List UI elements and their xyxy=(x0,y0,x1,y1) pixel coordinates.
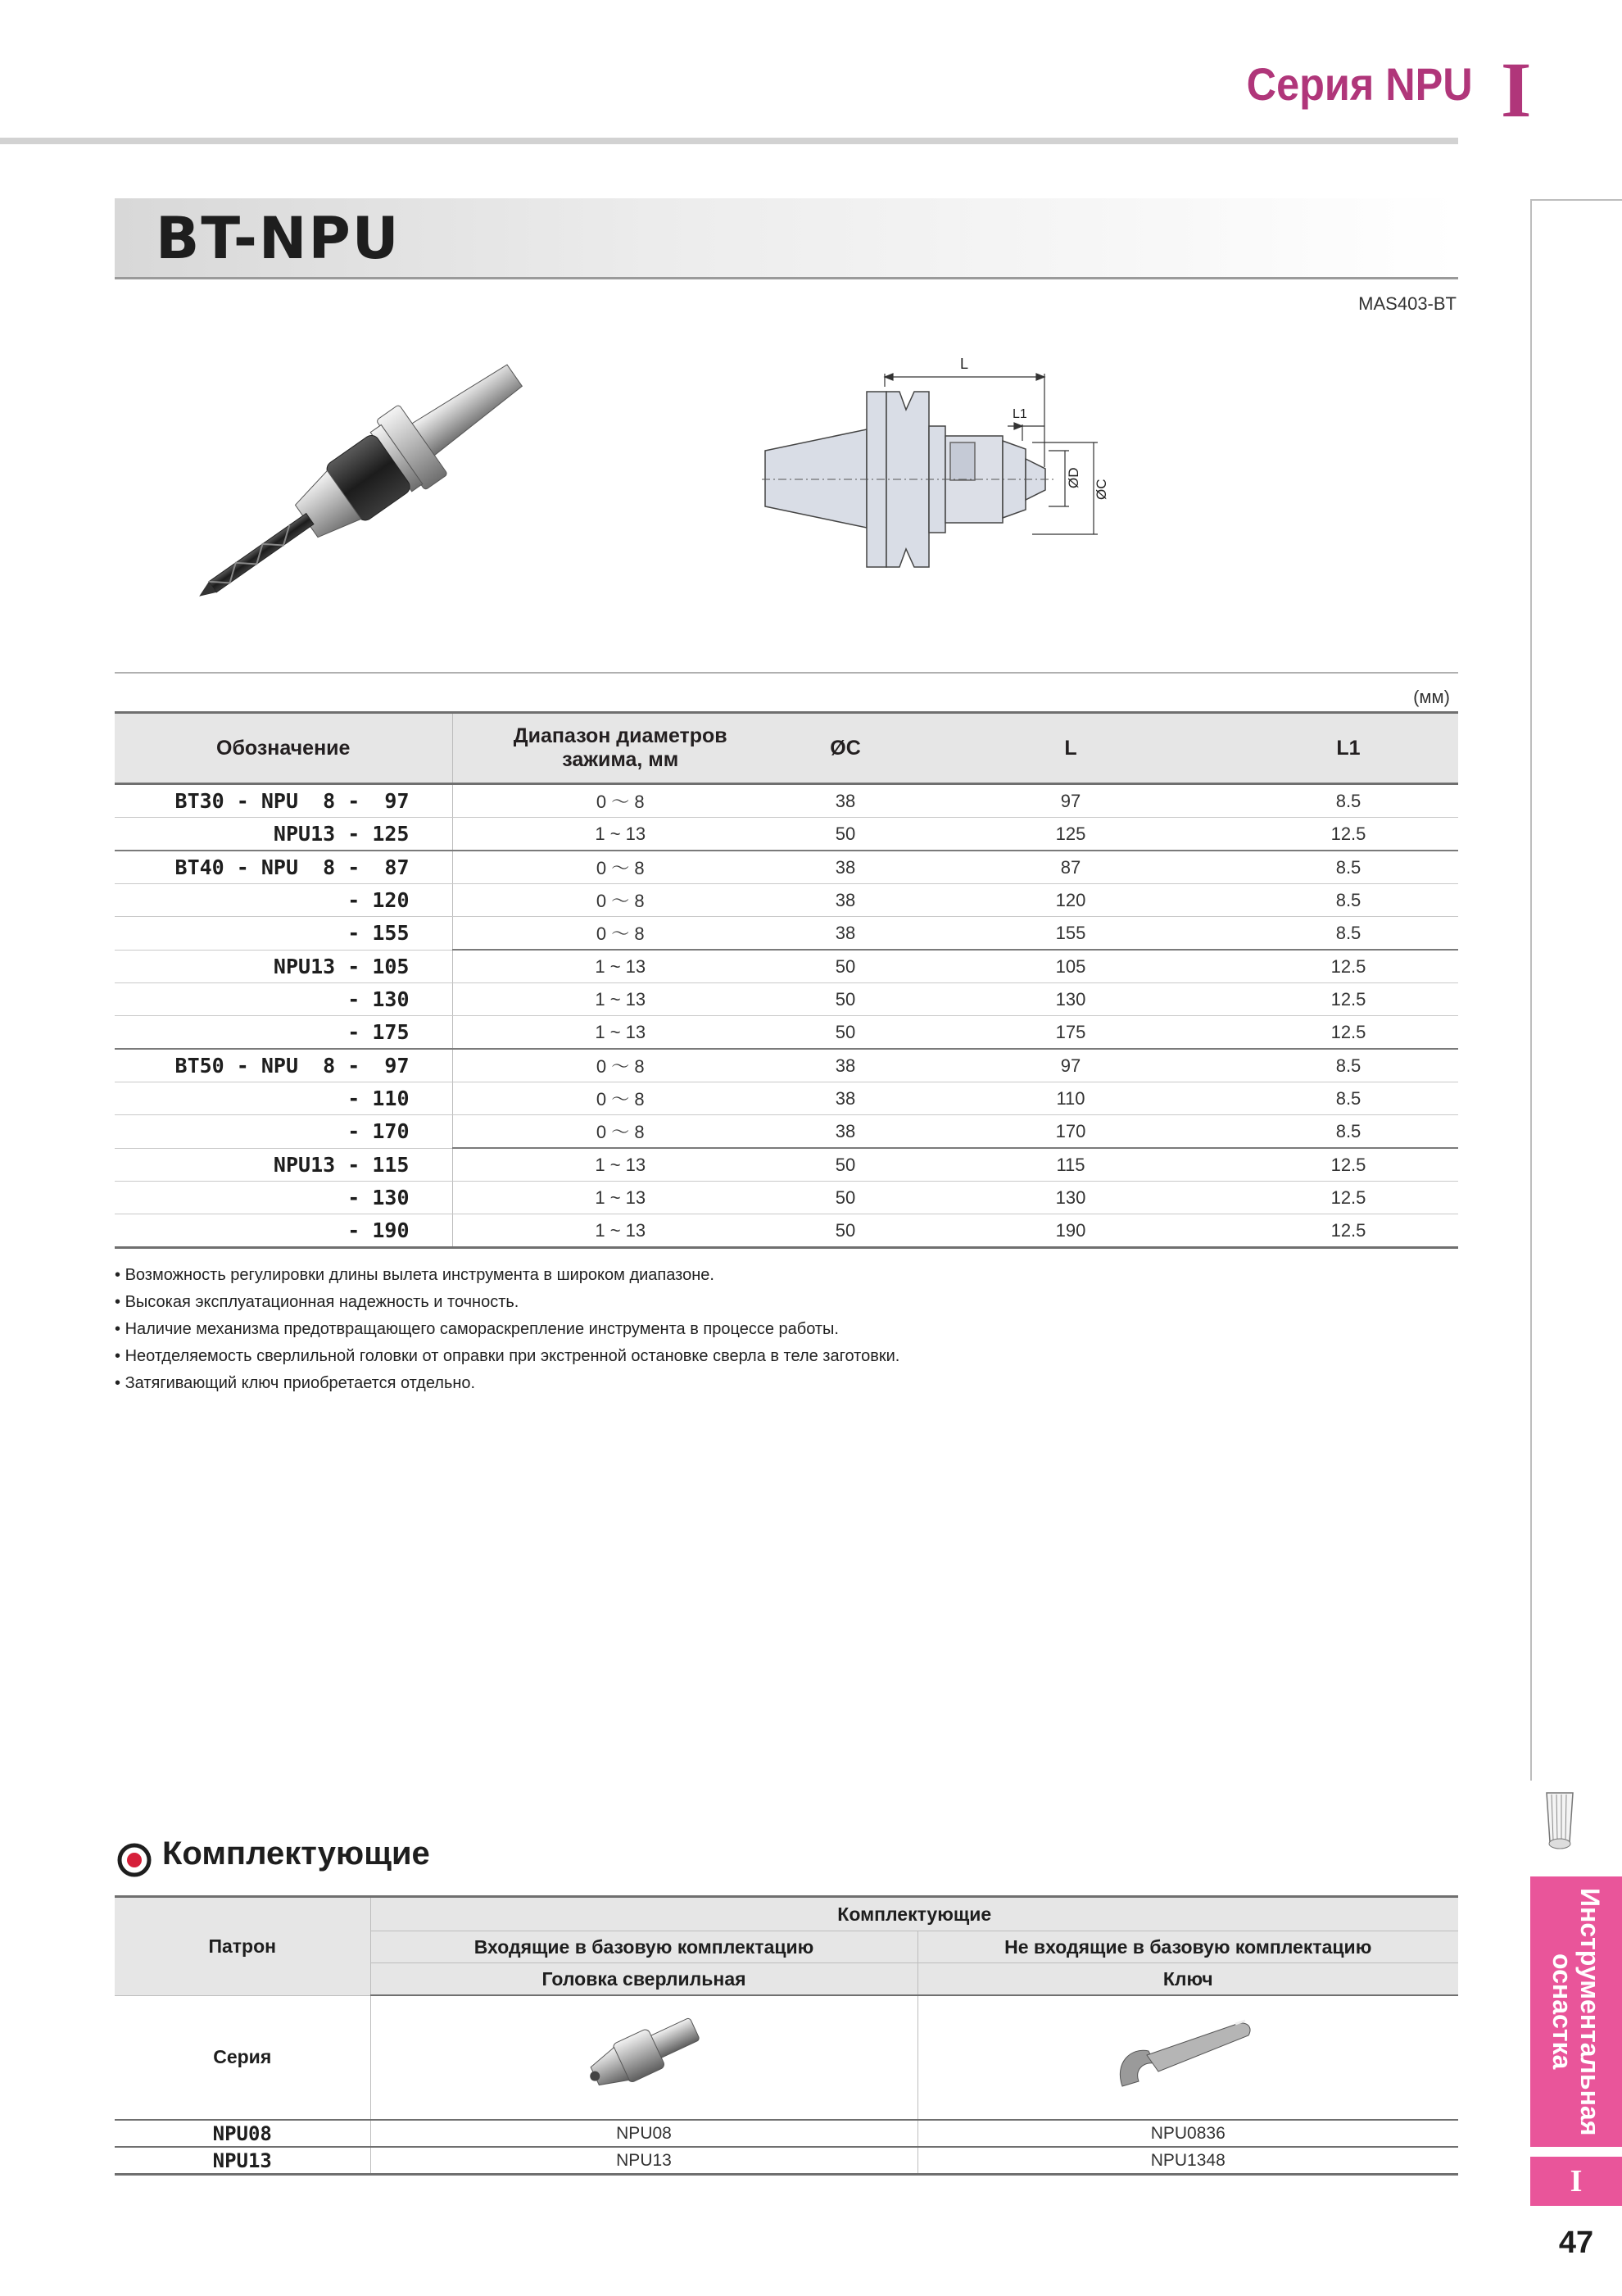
accessories-table xyxy=(115,1895,1458,2176)
note-item: • Возможность регулировки длины вылета инструмента в широком диапазоне. xyxy=(115,1262,899,1289)
l1-cell: 8.5 xyxy=(1239,917,1458,951)
range-cell: 1 ~ 13 xyxy=(452,1016,788,1050)
table-row xyxy=(115,851,1458,884)
l1-cell: 8.5 xyxy=(1239,1115,1458,1149)
drill-head-image xyxy=(370,1995,917,2120)
table-row xyxy=(115,1148,1458,1182)
c-cell: 38 xyxy=(788,1115,903,1149)
l1-cell: 12.5 xyxy=(1239,818,1458,851)
l-cell: 130 xyxy=(903,983,1239,1016)
l-cell: 105 xyxy=(903,950,1239,983)
feature-notes xyxy=(115,1262,899,1397)
range-cell: 0 ～ 8 xyxy=(452,1115,788,1149)
designation-cell: - 190 xyxy=(115,1214,452,1248)
included-header: Входящие в базовую комплектацию xyxy=(370,1931,917,1963)
range-cell: 1 ~ 13 xyxy=(452,1214,788,1248)
page-number: 47 xyxy=(1558,2226,1594,2260)
l-cell: 170 xyxy=(903,1115,1239,1149)
accessories-title: Комплектующие xyxy=(162,1835,430,1872)
not-included-header: Не входящие в базовую комплектацию xyxy=(917,1931,1458,1963)
range-cell: 0 ～ 8 xyxy=(452,784,788,818)
table-row xyxy=(115,884,1458,917)
header-divider xyxy=(0,138,1458,144)
side-tab-rule xyxy=(1530,199,1532,1781)
title-bar-underline xyxy=(115,277,1458,279)
side-tab-top-rule xyxy=(1530,199,1622,201)
range-cell: 1 ~ 13 xyxy=(452,983,788,1016)
table-row xyxy=(115,1115,1458,1149)
c-cell: 38 xyxy=(788,851,903,884)
c-cell: 50 xyxy=(788,818,903,851)
table-row xyxy=(115,1082,1458,1115)
l1-cell: 12.5 xyxy=(1239,1214,1458,1248)
l1-cell: 8.5 xyxy=(1239,1049,1458,1082)
range-cell: 0 ～ 8 xyxy=(452,851,788,884)
l1-cell: 8.5 xyxy=(1239,884,1458,917)
l1-cell: 12.5 xyxy=(1239,1182,1458,1214)
c-cell: 38 xyxy=(788,784,903,818)
l-cell: 120 xyxy=(903,884,1239,917)
product-photo xyxy=(160,332,586,615)
note-item: • Неотделяемость сверлильной головки от оправки при экстренной остановке сверла в теле заготовки. xyxy=(115,1343,899,1370)
l-cell: 87 xyxy=(903,851,1239,884)
table-row xyxy=(115,917,1458,951)
spec-table-header xyxy=(115,713,1458,784)
series-label: Серия xyxy=(115,1995,370,2120)
l-cell: 125 xyxy=(903,818,1239,851)
wrench-icon xyxy=(1098,2006,1278,2104)
not-included-item-header: Ключ xyxy=(917,1963,1458,1996)
l1-cell: 8.5 xyxy=(1239,784,1458,818)
note-item: • Высокая эксплуатационная надежность и точность. xyxy=(115,1289,899,1316)
range-cell: 0 ～ 8 xyxy=(452,917,788,951)
c-cell: 38 xyxy=(788,1082,903,1115)
unit-label: (мм) xyxy=(1413,687,1450,707)
c-cell: 38 xyxy=(788,917,903,951)
drill-head-code-cell: NPU08 xyxy=(370,2120,917,2147)
l1-cell: 12.5 xyxy=(1239,983,1458,1016)
accessories-group-header: Комплектующие xyxy=(370,1897,1458,1931)
section-roman-numeral: I xyxy=(1501,46,1532,134)
designation-cell: BT40 - NPU 8 - 87 xyxy=(115,851,452,884)
designation-cell: - 130 xyxy=(115,983,452,1016)
dim-label-l1: L1 xyxy=(1013,407,1027,421)
key-wrench-image xyxy=(917,1995,1458,2120)
l-cell: 155 xyxy=(903,917,1239,951)
dim-label-d: ØD xyxy=(1066,467,1081,488)
l-cell: 175 xyxy=(903,1016,1239,1050)
designation-cell: NPU13 - 125 xyxy=(115,818,452,851)
l-cell: 97 xyxy=(903,784,1239,818)
table-row xyxy=(115,2120,1458,2147)
dim-label-c: ØC xyxy=(1094,479,1109,500)
l-cell: 130 xyxy=(903,1182,1239,1214)
drill-head-icon xyxy=(574,2006,714,2104)
table-top-rule xyxy=(115,672,1458,674)
designation-cell: NPU13 - 115 xyxy=(115,1148,452,1182)
designation-cell: - 175 xyxy=(115,1016,452,1050)
l1-cell: 8.5 xyxy=(1239,851,1458,884)
drill-head-code-cell: NPU13 xyxy=(370,2147,917,2175)
header-c: ØC xyxy=(788,713,903,784)
l-cell: 190 xyxy=(903,1214,1239,1248)
spec-table xyxy=(115,711,1458,1249)
l-cell: 110 xyxy=(903,1082,1239,1115)
table-row xyxy=(115,1182,1458,1214)
header-range: Диапазон диаметров зажима, мм xyxy=(452,713,788,784)
l1-cell: 12.5 xyxy=(1239,950,1458,983)
c-cell: 50 xyxy=(788,1148,903,1182)
c-cell: 38 xyxy=(788,884,903,917)
table-row xyxy=(115,1016,1458,1050)
c-cell: 50 xyxy=(788,1214,903,1248)
designation-cell: - 130 xyxy=(115,1182,452,1214)
designation-cell: BT30 - NPU 8 - 97 xyxy=(115,784,452,818)
side-tab-roman: I xyxy=(1530,2157,1622,2206)
standard-label: MAS403-BT xyxy=(1358,293,1457,314)
designation-cell: - 110 xyxy=(115,1082,452,1115)
range-cell: 0 ～ 8 xyxy=(452,884,788,917)
key-code-cell: NPU0836 xyxy=(917,2120,1458,2147)
range-cell: 1 ~ 13 xyxy=(452,818,788,851)
c-cell: 50 xyxy=(788,983,903,1016)
l1-cell: 12.5 xyxy=(1239,1016,1458,1050)
table-row xyxy=(115,950,1458,983)
technical-drawing xyxy=(762,344,1270,615)
note-item: • Наличие механизма предотвращающего самораскрепление инструмента в процессе работы. xyxy=(115,1316,899,1343)
included-item-header: Головка сверлильная xyxy=(370,1963,917,1996)
table-row xyxy=(115,2147,1458,2175)
series-title: Серия NPU xyxy=(1246,58,1473,110)
header-designation: Обозначение xyxy=(115,713,452,784)
header-l1: L1 xyxy=(1239,713,1458,784)
designation-cell: - 155 xyxy=(115,917,452,951)
series-cell: NPU08 xyxy=(115,2120,370,2147)
table-row xyxy=(115,1214,1458,1248)
range-cell: 0 ～ 8 xyxy=(452,1049,788,1082)
dim-label-l: L xyxy=(960,356,969,372)
l1-cell: 12.5 xyxy=(1239,1148,1458,1182)
designation-cell: NPU13 - 105 xyxy=(115,950,452,983)
designation-cell: - 170 xyxy=(115,1115,452,1149)
table-row xyxy=(115,818,1458,851)
table-row xyxy=(115,1049,1458,1082)
table-row xyxy=(115,983,1458,1016)
product-title: BT-NPU xyxy=(156,205,401,272)
designation-cell: - 120 xyxy=(115,884,452,917)
c-cell: 50 xyxy=(788,1182,903,1214)
range-cell: 1 ~ 13 xyxy=(452,1182,788,1214)
header-l: L xyxy=(903,713,1239,784)
key-code-cell: NPU1348 xyxy=(917,2147,1458,2175)
note-item: • Затягивающий ключ приобретается отдельно. xyxy=(115,1370,899,1397)
l-cell: 97 xyxy=(903,1049,1239,1082)
designation-cell: BT50 - NPU 8 - 97 xyxy=(115,1049,452,1082)
series-cell: NPU13 xyxy=(115,2147,370,2175)
c-cell: 50 xyxy=(788,1016,903,1050)
target-bullet-icon xyxy=(117,1843,152,1877)
holder-header: Патрон xyxy=(115,1897,370,1996)
range-cell: 1 ~ 13 xyxy=(452,1148,788,1182)
c-cell: 50 xyxy=(788,950,903,983)
l-cell: 115 xyxy=(903,1148,1239,1182)
collet-icon xyxy=(1540,1785,1579,1855)
side-tab-label: Инструментальная оснастка xyxy=(1547,1887,1605,2136)
c-cell: 38 xyxy=(788,1049,903,1082)
l1-cell: 8.5 xyxy=(1239,1082,1458,1115)
range-cell: 1 ~ 13 xyxy=(452,950,788,983)
table-row xyxy=(115,784,1458,818)
range-cell: 0 ～ 8 xyxy=(452,1082,788,1115)
